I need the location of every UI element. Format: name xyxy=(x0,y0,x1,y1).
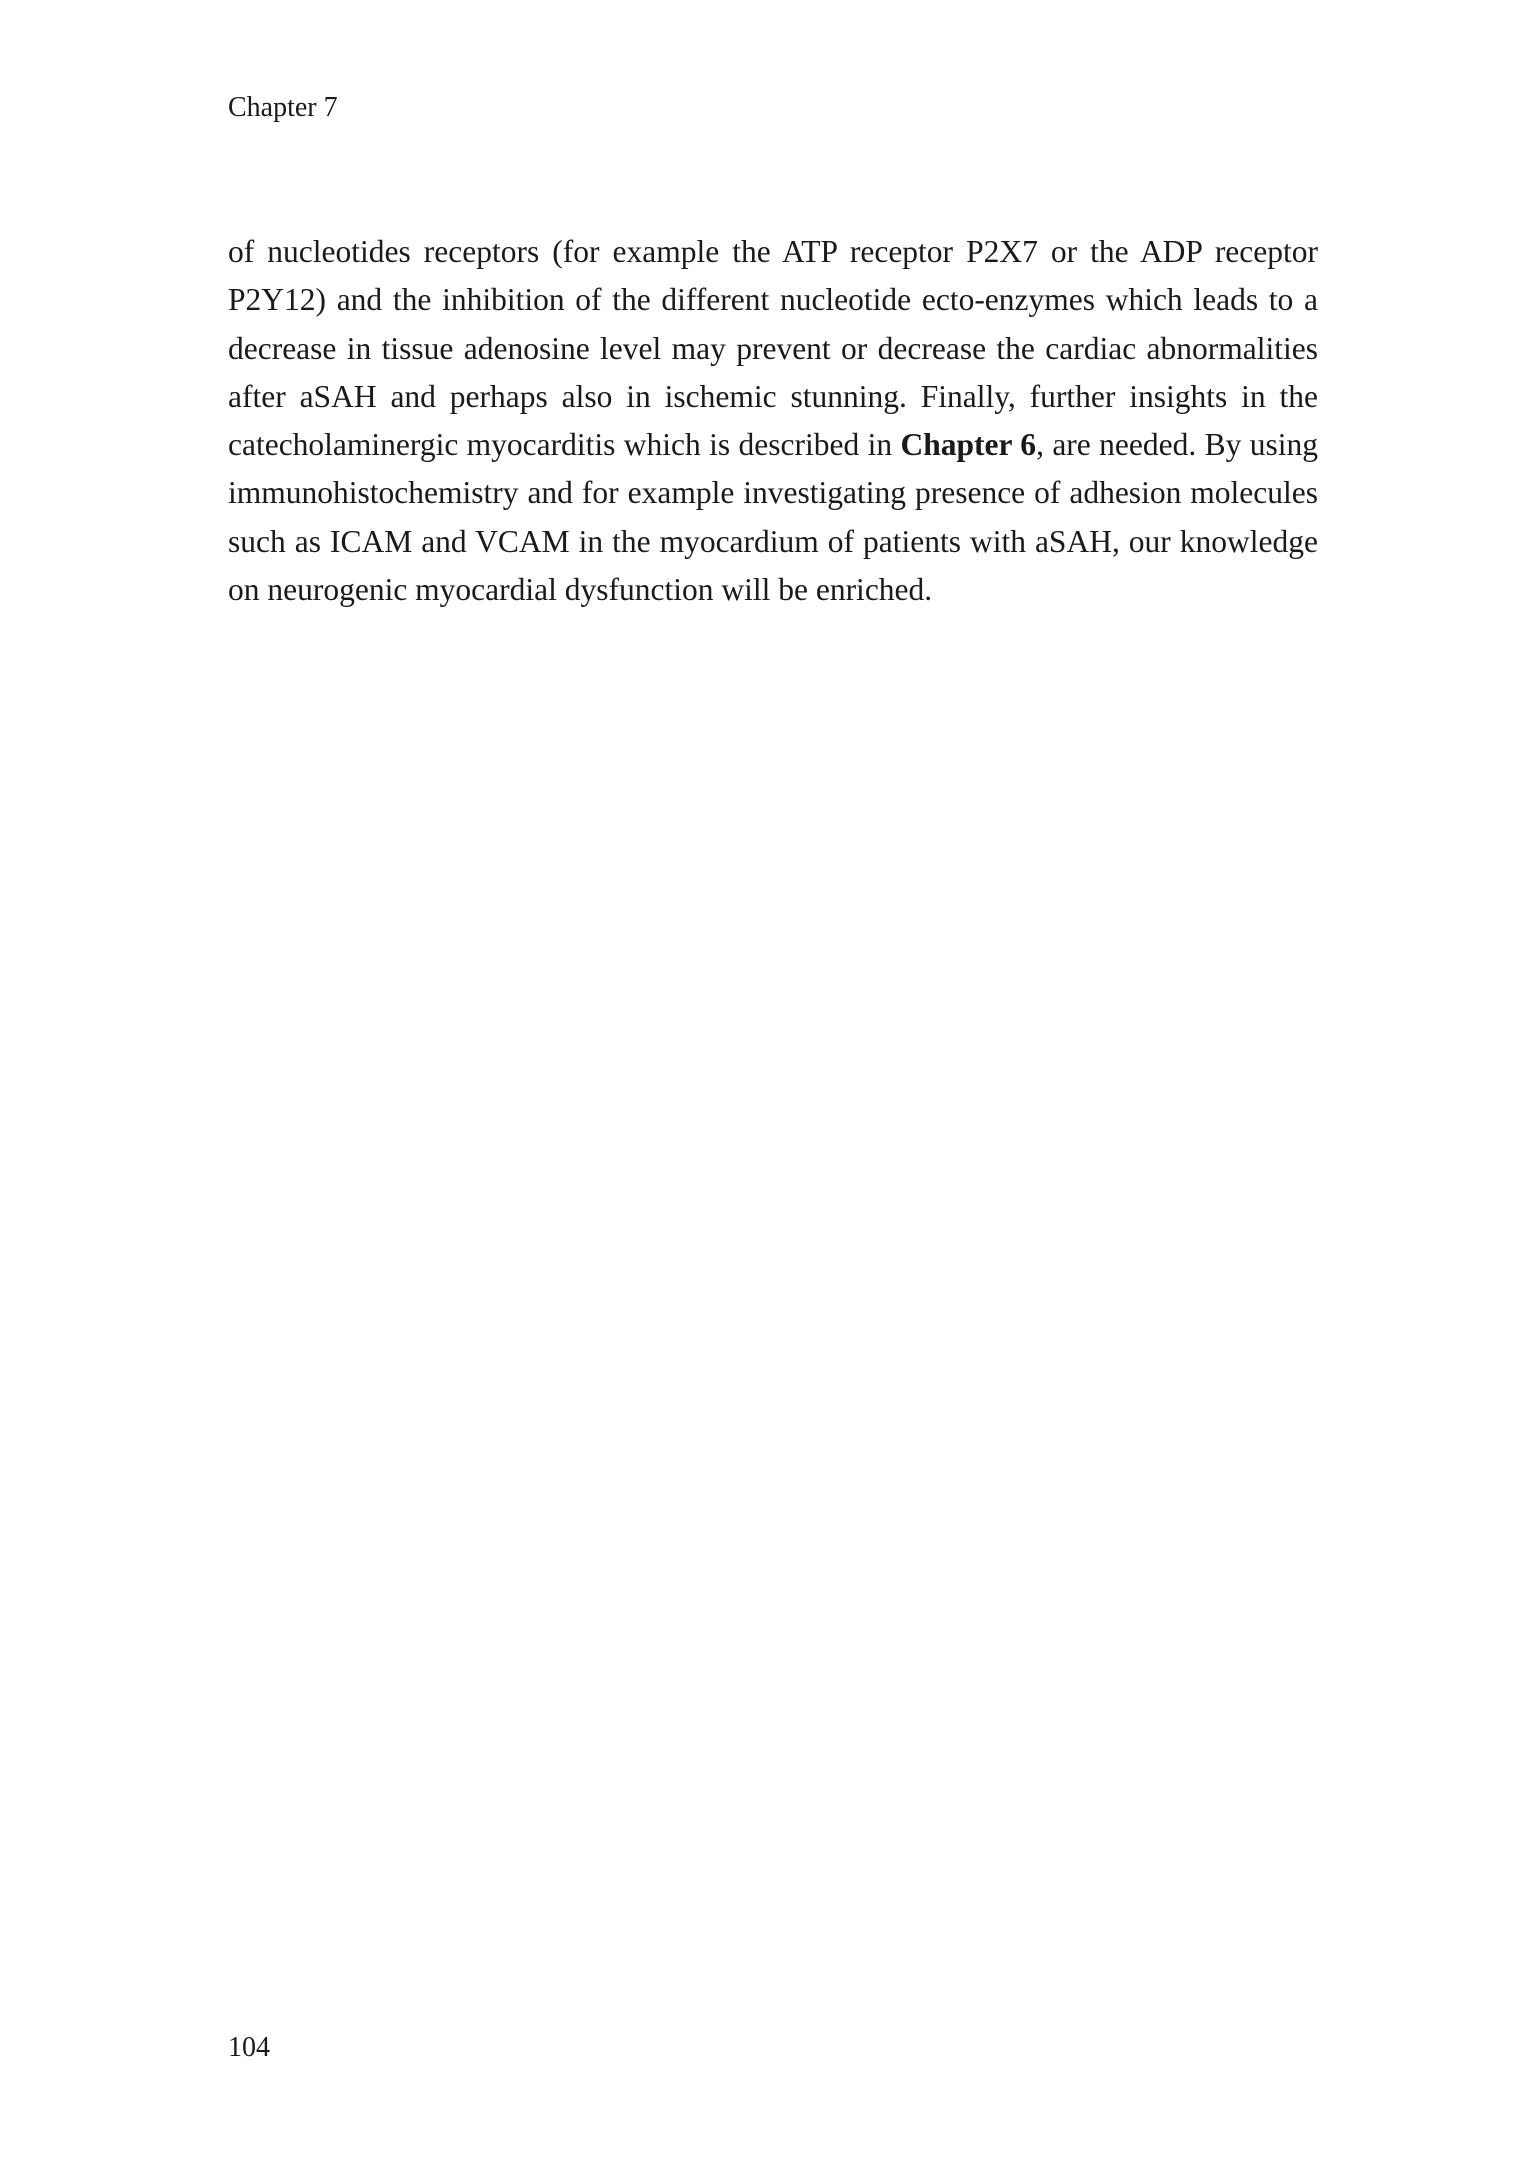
chapter-reference: Chapter 6 xyxy=(900,427,1037,463)
paragraph-text-1: of nucleotides receptors (for example the ATP receptor P2X7 or the ADP receptor P2Y12) and the inhibition of the different nucleotide ecto-enzymes which leads to a decrease in tissue adenosine level may prevent or decrease the cardiac abnormalities after aSAH and perhaps also in ischemic stunning. Finally, further insights in the catecholaminergic myocarditis which is described in xyxy=(228,234,1318,463)
running-header: Chapter 7 xyxy=(228,92,338,123)
paragraph-text-2: , are needed. By using immunohistochemistry and for example investigating presence of adhesion molecules such as ICAM and VCAM in the myocardium of patients with aSAH, our knowledge on neurogenic myocardial dysfunction will be enriched. xyxy=(228,427,1319,608)
body-paragraph xyxy=(228,228,1318,614)
page-number: 104 xyxy=(228,2032,270,2063)
